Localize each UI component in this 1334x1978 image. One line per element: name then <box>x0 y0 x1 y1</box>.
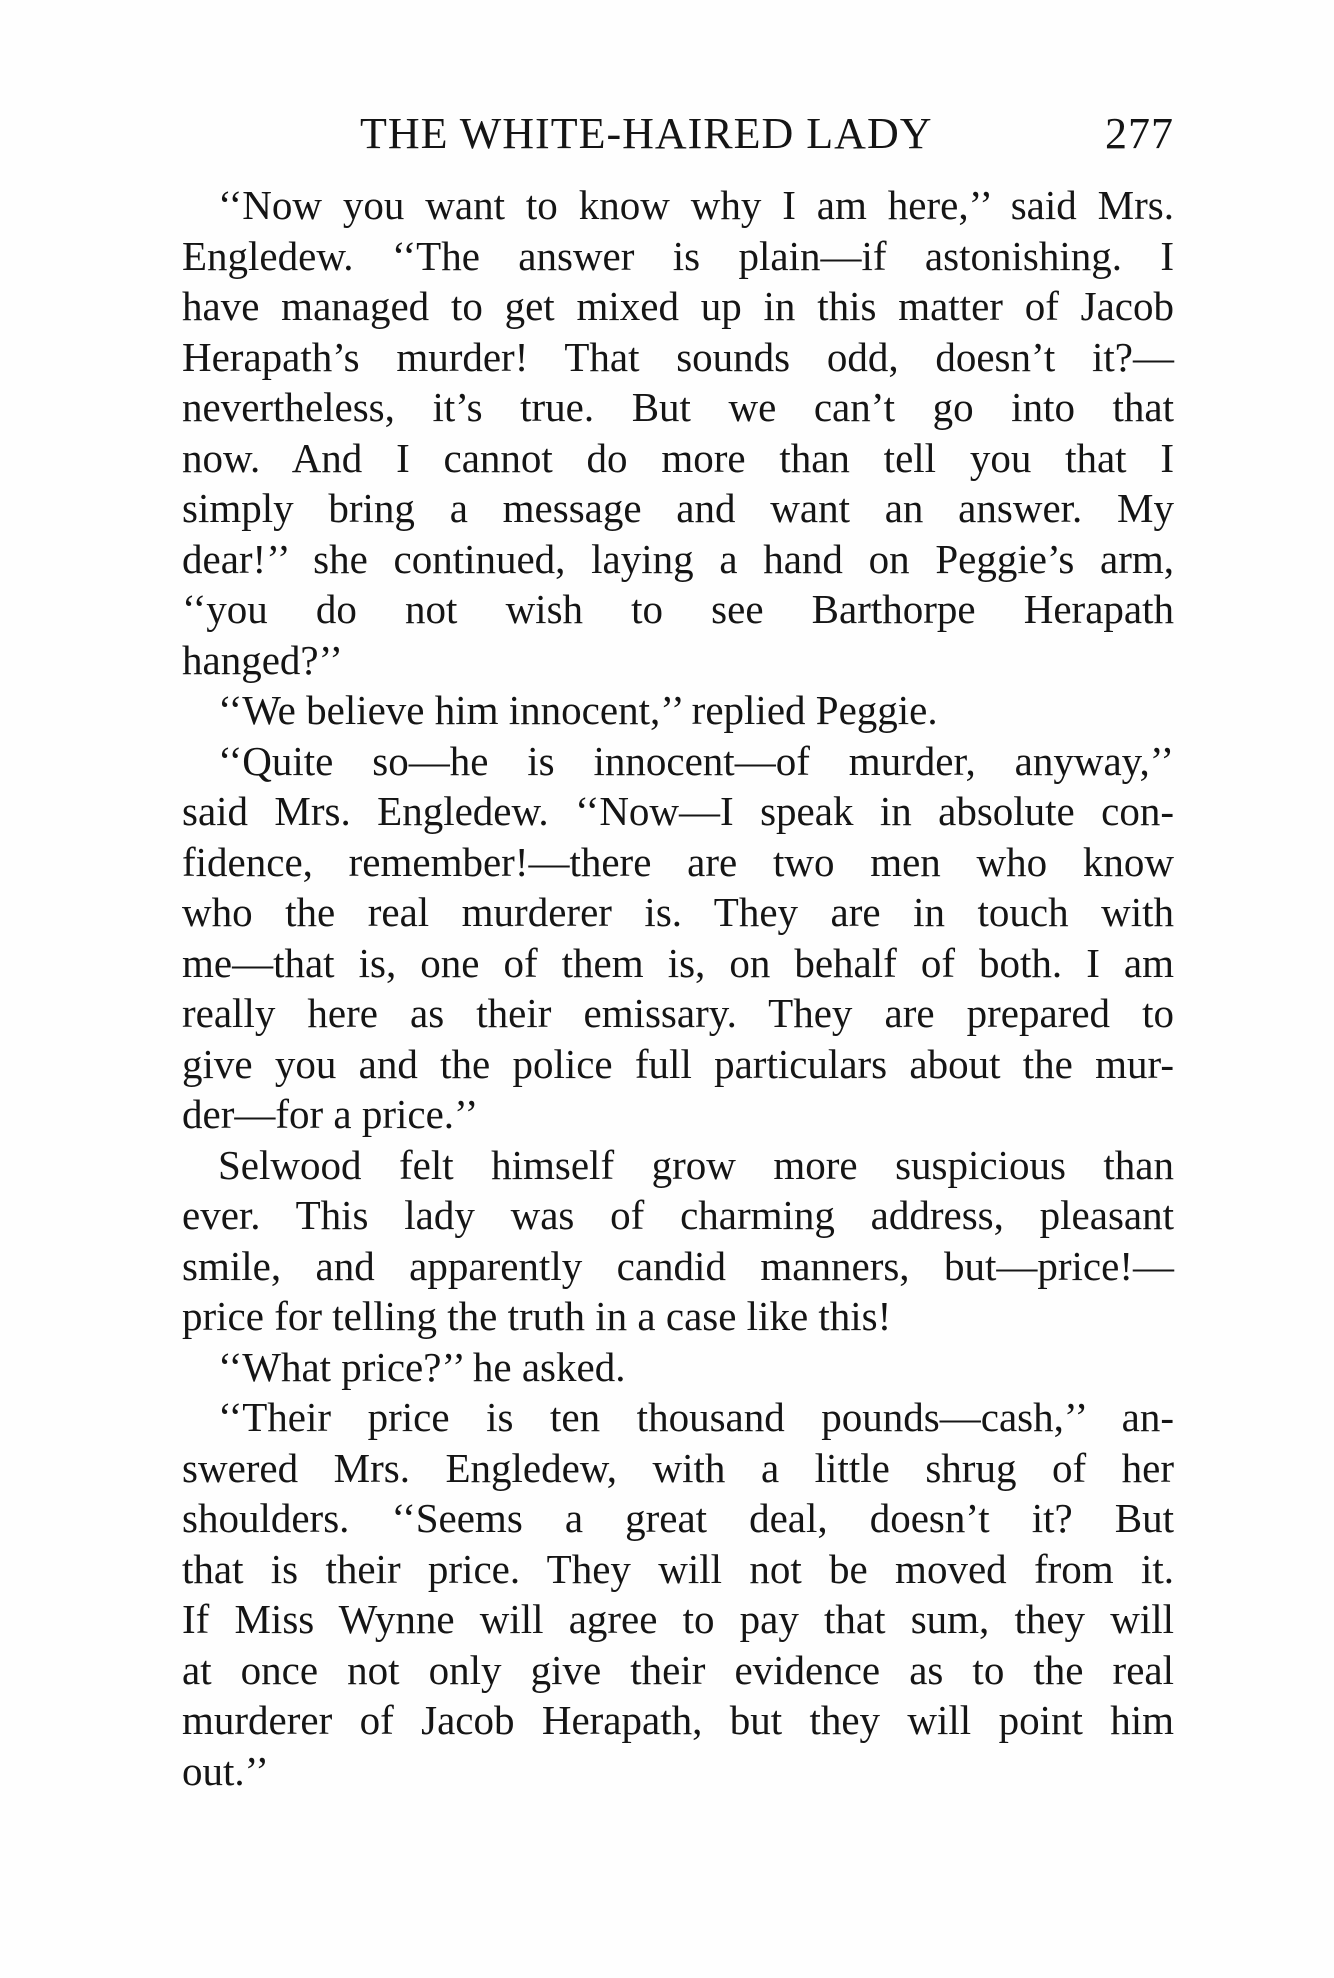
text-line: ‘‘What price?’’ he asked. <box>218 1343 626 1390</box>
body-text <box>182 180 1174 1796</box>
text-line: hanged?’’ <box>182 636 343 683</box>
text-line: ‘‘We believe him innocent,’’ replied Peggie. <box>218 687 938 733</box>
text-line: Herapath’s murder! That sounds odd, doesn’t it?— <box>182 333 1174 380</box>
text-line: really here as their emissary. They are prepared to <box>182 990 1174 1036</box>
text-line: price for telling the truth in a case like this! <box>182 1293 892 1339</box>
text-line: me—that is, one of them is, on behalf of both. I am <box>182 939 1174 986</box>
text-line: ‘‘you do not wish to see Barthorpe Herapath <box>182 586 1174 632</box>
chapter-title: THE WHITE-HAIRED LADY <box>360 109 933 158</box>
text-line: shoulders. ‘‘Seems a great deal, doesn’t it? But <box>182 1495 1174 1541</box>
text-line: If Miss Wynne will agree to pay that sum, they will <box>182 1596 1174 1642</box>
text-line: ‘‘Quite so—he is innocent—of murder, anyway,’’ <box>218 737 1174 784</box>
text-line: smile, and apparently candid manners, but—price!— <box>182 1242 1174 1289</box>
text-line: ‘‘Now you want to know why I am here,’’ said Mrs. <box>218 182 1174 228</box>
text-line: swered Mrs. Engledew, with a little shrug of her <box>182 1444 1174 1491</box>
text-line: said Mrs. Engledew. ‘‘Now—I speak in absolute con- <box>182 788 1174 834</box>
text-line: at once not only give their evidence as to the real <box>182 1646 1174 1693</box>
text-line: murderer of Jacob Herapath, but they will point him <box>182 1697 1174 1743</box>
text-line: ‘‘Their price is ten thousand pounds—cash,’’ an- <box>218 1394 1174 1440</box>
text-line: have managed to get mixed up in this matter of Jacob <box>182 283 1174 329</box>
running-head <box>350 108 1174 168</box>
text-line: Engledew. ‘‘The answer is plain—if astonishing. I <box>182 232 1174 279</box>
text-line: dear!’’ she continued, laying a hand on Peggie’s arm, <box>182 535 1174 582</box>
text-line: now. And I cannot do more than tell you that I <box>182 434 1174 481</box>
text-line: fidence, remember!—there are two men who know <box>182 838 1174 885</box>
text-line: out.’’ <box>182 1747 269 1794</box>
text-line: who the real murderer is. They are in touch with <box>182 889 1174 935</box>
text-line: give you and the police full particulars about the mur- <box>182 1040 1174 1087</box>
text-line: that is their price. They will not be moved from it. <box>182 1545 1174 1592</box>
text-line: simply bring a message and want an answer. My <box>182 485 1174 531</box>
text-line: ever. This lady was of charming address, pleasant <box>182 1192 1174 1238</box>
text-line: nevertheless, it’s true. But we can’t go into that <box>182 384 1174 430</box>
text-line: Selwood felt himself grow more suspicious than <box>218 1141 1174 1188</box>
page-number: 277 <box>1105 109 1174 158</box>
text-line: der—for a price.’’ <box>182 1091 479 1137</box>
